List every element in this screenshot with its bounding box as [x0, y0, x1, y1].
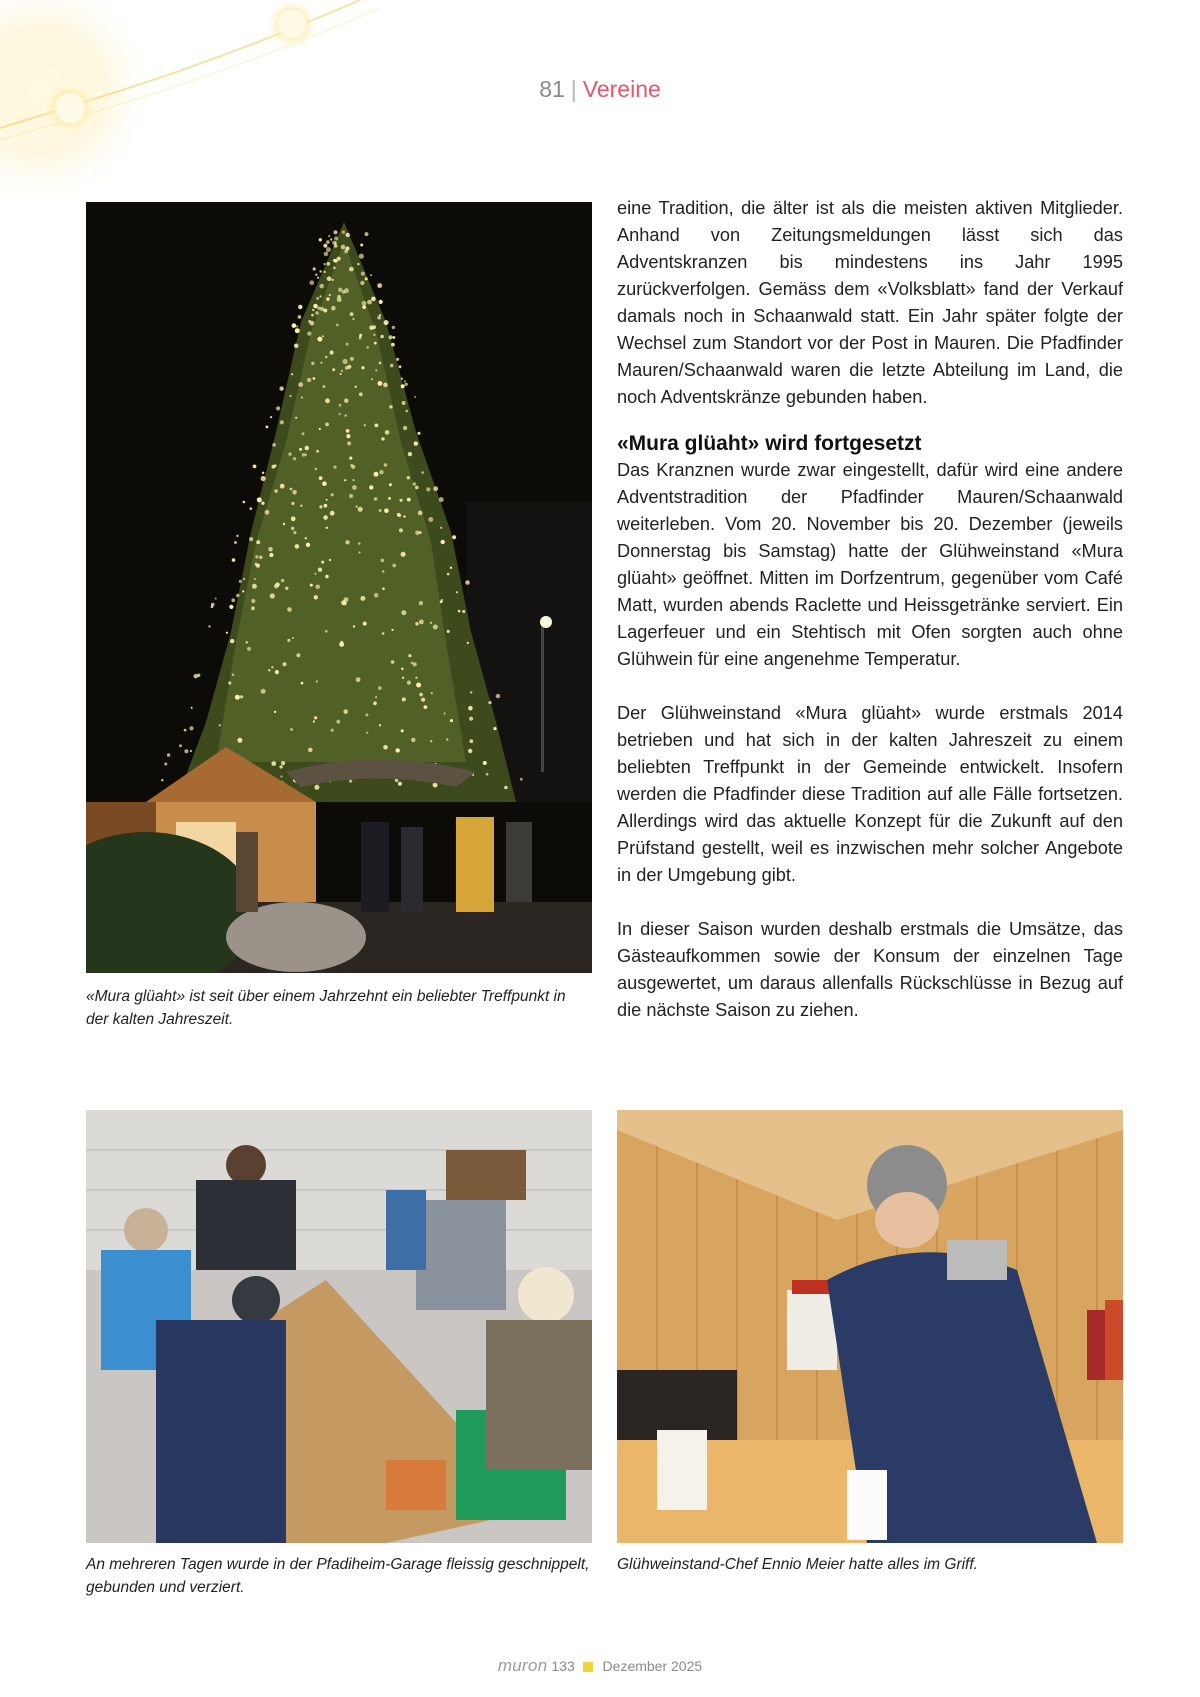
magazine-brand: muron	[497, 1656, 548, 1675]
christmas-tree-photo	[86, 202, 592, 973]
issue-date: Dezember 2025	[602, 1658, 703, 1674]
header-separator: |	[570, 76, 577, 102]
mulled-wine-stand-photo	[617, 1110, 1123, 1543]
article-paragraph-1: Das Kranznen wurde zwar eingestellt, dafür wird eine andere Adventstradition der Pfadfinder Mauren/Schaanwald weiterleben. Vom 20. November bis 20. Dezember (jeweils Donnerstag bis Samstag) hatte der Glühweinstand «Mura glüaht» geöffnet. Mitten im Dorfzentrum, gegenüber vom Café Matt, wurden abends Raclette und Heissgetränke serviert. Ein Lagerfeuer und ein Stehtisch mit Ofen sorgten auch ohne Glühwein für eine angenehme Temperatur.	[617, 460, 1123, 669]
article-intro-paragraph: eine Tradition, die älter ist als die meisten aktiven Mitglieder. Anhand von Zeitungsmeldungen lässt sich das Adventskranzen bis mindestens ins Jahr 1995 zurückverfolgen. Gemäss dem «Volksblatt» fand der Verkauf damals noch in Schaanwald statt. Ein Jahr später folgte der Wechsel zum Standort vor der Post in Mauren. Die Pfadfinder Mauren/Schaanwald waren die letzte Abteilung im Land, die noch Adventskränze gebunden haben.	[617, 198, 1123, 407]
article-paragraph-3: In dieser Saison wurden deshalb erstmals die Umsätze, das Gästeaufkommen sowie der Konsum der einzelnen Tage ausgewertet, um daraus allenfalls Rückschlüsse in Bezug auf die nächste Saison zu ziehen.	[617, 919, 1123, 1020]
garage-photo-caption: An mehreren Tagen wurde in der Pfadiheim-Garage fleissig geschnippelt, gebunden und verziert.	[86, 1556, 590, 1596]
page-number: 81	[539, 76, 565, 102]
section-title: Vereine	[582, 76, 661, 102]
tree-photo-caption: «Mura glüaht» ist seit über einem Jahrzehnt ein beliebter Treffpunkt in der kalten Jahreszeit.	[86, 988, 566, 1028]
issue-number: 133	[551, 1658, 575, 1674]
article-subheading: «Mura glüaht» wird fortgesetzt	[617, 432, 922, 455]
page-header	[0, 76, 1200, 103]
garage-wreath-making-photo	[86, 1110, 592, 1543]
stand-photo-caption: Glühweinstand-Chef Ennio Meier hatte alles im Griff.	[617, 1556, 978, 1573]
page-footer	[0, 1656, 1200, 1676]
article-paragraph-2: Der Glühweinstand «Mura glüaht» wurde erstmals 2014 betrieben und hat sich in der kalten Jahreszeit zu einem beliebten Treffpunkt in der Gemeinde entwickelt. Insofern werden die Pfadfinder diese Tradition auf alle Fälle fortsetzen. Allerdings wird das aktuelle Konzept für die Zukunft auf den Prüfstand gestellt, weil es inzwischen mehr solcher Angebote in der Umgebung gibt.	[617, 703, 1123, 885]
article-body	[617, 195, 1123, 1024]
footer-square-icon	[583, 1662, 593, 1672]
